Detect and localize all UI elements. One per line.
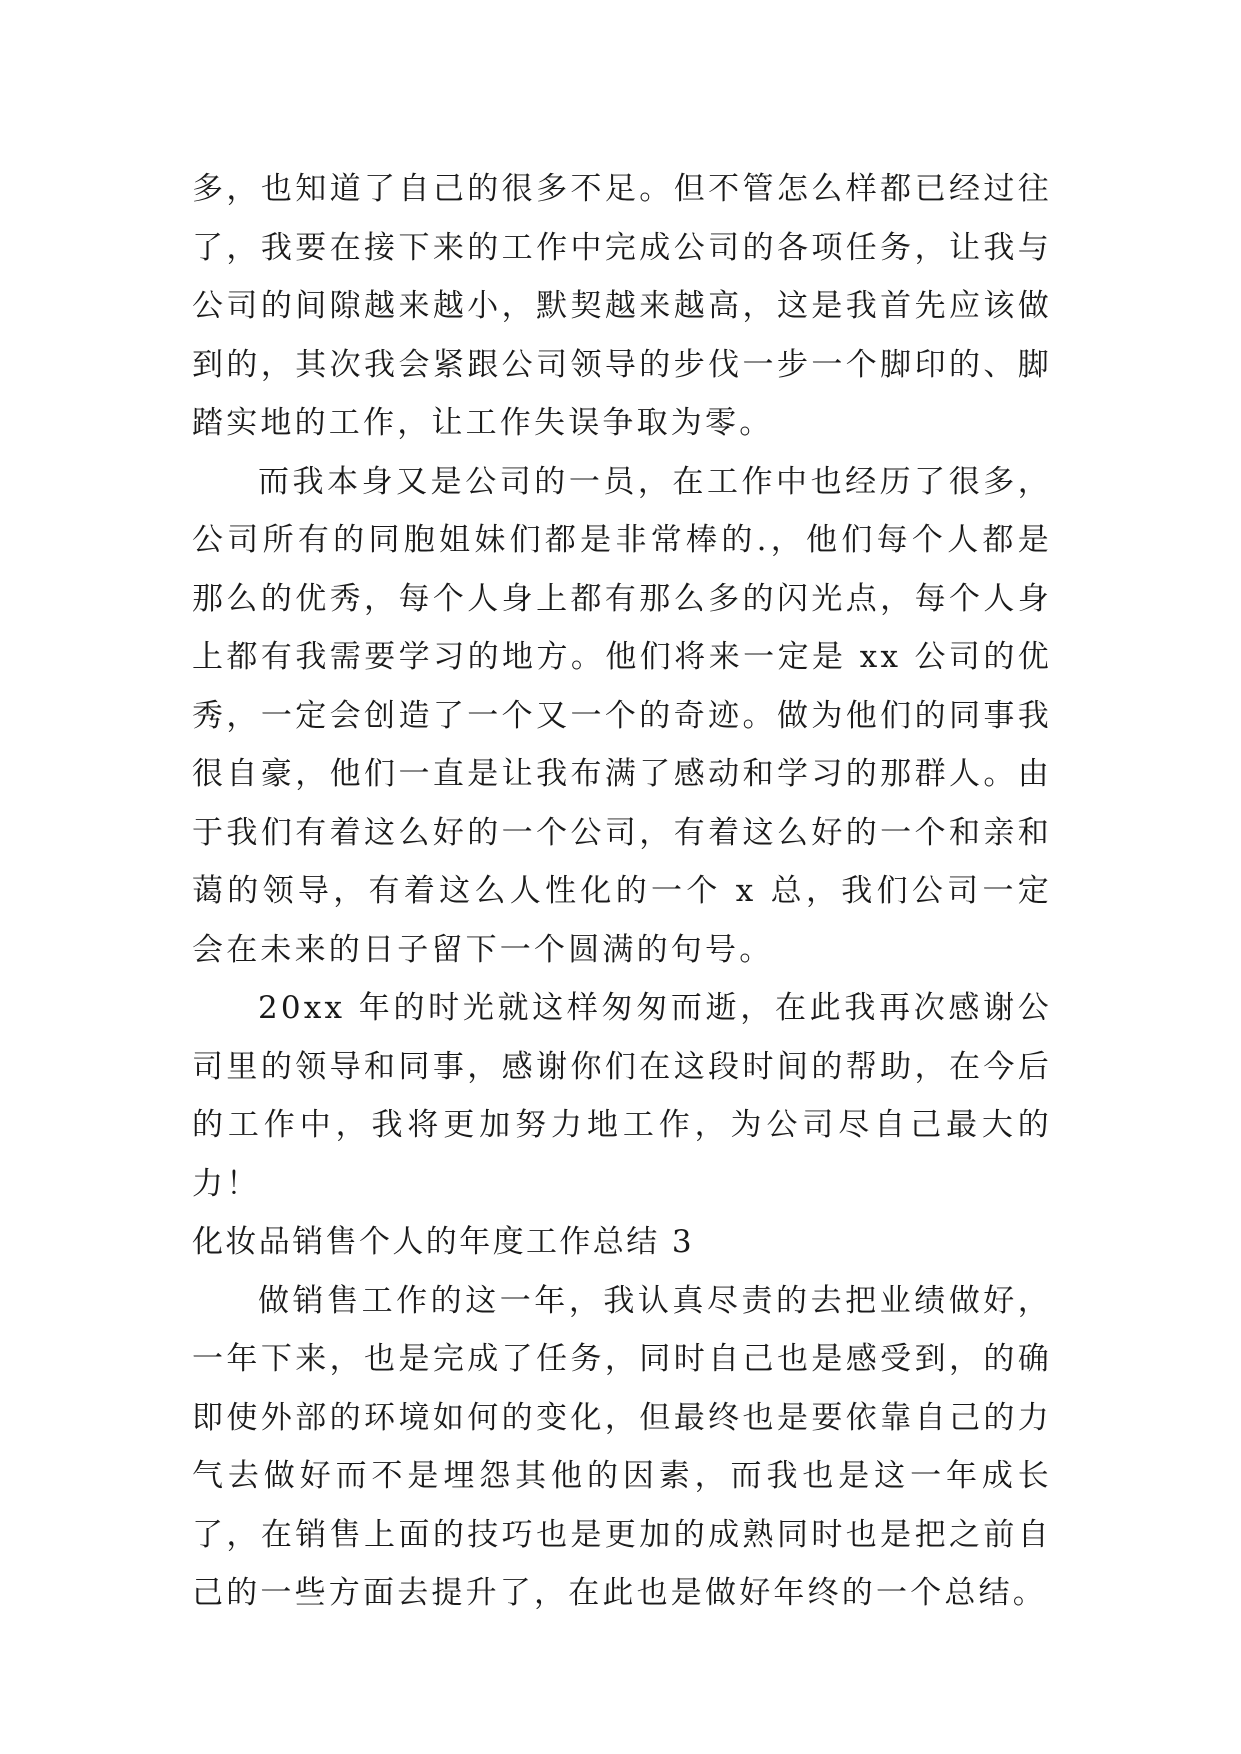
paragraph-4: 做销售工作的这一年，我认真尽责的去把业绩做好，一年下来，也是完成了任务，同时自己也是感受到，的确即使外部的环境如何的变化，但最终也是要依靠自己的力气去做好而不是埋怨其他的因素，而我也是这一年成长了，在销售上面的技巧也是更加的成熟同时也是把之前自己的一些方面去提升了，在此也是做好年终的一个总结。 (192, 1282, 1052, 1611)
paragraph-3: 20xx 年的时光就这样匆匆而逝，在此我再次感谢公司里的领导和同事，感谢你们在这段时间的帮助，在今后的工作中，我将更加努力地工作，为公司尽自己最大的力！ (192, 990, 1052, 1202)
section-heading: 化妆品销售个人的年度工作总结 3 (192, 1224, 694, 1260)
paragraph-2: 而我本身又是公司的一员，在工作中也经历了很多，公司所有的同胞姐妹们都是非常棒的.，他们每个人都是那么的优秀，每个人身上都有那么多的闪光点，每个人身上都有我需要学习的地方。他们将来一定是 xx 公司的优秀，一定会创造了一个又一个的奇迹。做为他们的同事我很自豪，他们一直是让我布满了感动和学习的那群人。由于我们有着这么好的一个公司，有着这么好的一个和亲和蔼的领导，有着这么人性化的一个 x 总，我们公司一定会在未来的日子留下一个圆满的句号。 (192, 463, 1052, 968)
document-body (192, 160, 1052, 1623)
paragraph-1: 多，也知道了自己的很多不足。但不管怎么样都已经过往了，我要在接下来的工作中完成公司的各项任务，让我与公司的间隙越来越小，默契越来越高，这是我首先应该做到的，其次我会紧跟公司领导的步伐一步一个脚印的、脚踏实地的工作，让工作失误争取为零。 (192, 171, 1052, 441)
